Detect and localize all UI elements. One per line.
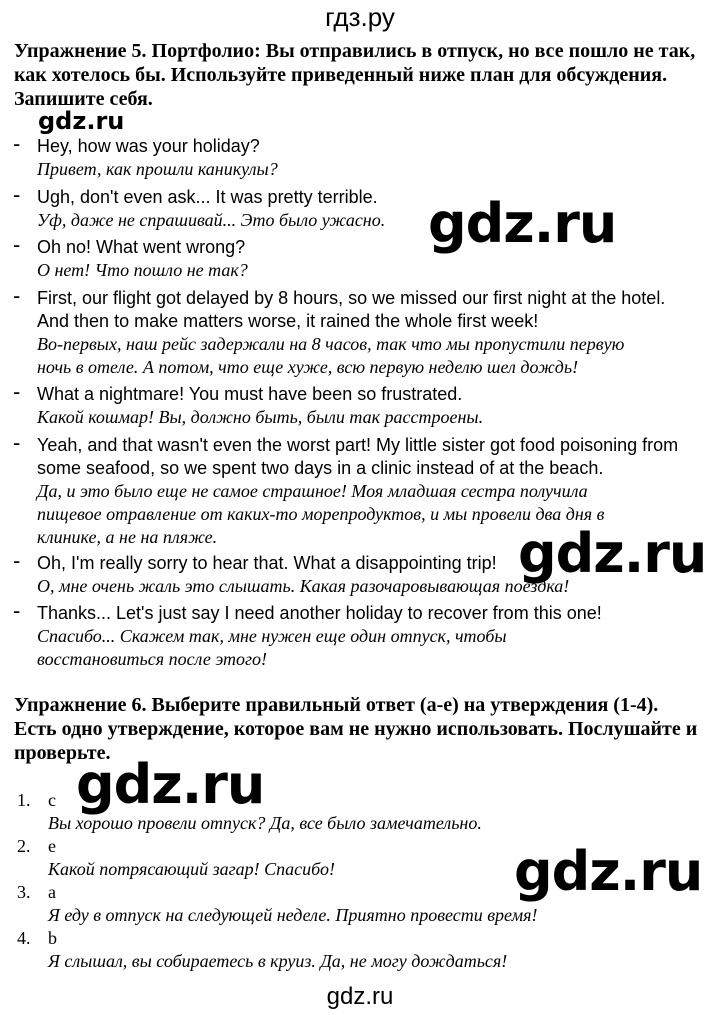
dialogue-dash: - (13, 283, 21, 308)
dialogue-ru-line: О нет! Что пошло не так? (37, 260, 248, 280)
dialogue-dash: - (13, 430, 21, 455)
dialogue-dash: - (13, 182, 21, 207)
answer-letter: c (48, 790, 56, 810)
dialogue-ru-line: О, мне очень жаль это слышать. Какая разочаровывающая поездка! (37, 576, 570, 596)
dialogue-ru-line: Уф, даже не спрашивай... Это было ужасно. (37, 210, 386, 230)
dialogue-ru-line: Да, и это было еще не самое страшное! Моя младшая сестра получила (37, 481, 588, 501)
dialogue-ru-line: пищевое отравление от каких-то морепродуктов, и мы провели два дня в (37, 504, 605, 524)
dialogue-en-line: Ugh, don't even ask... It was pretty terrible. (37, 187, 378, 207)
watermark-big: gdz.ru (76, 753, 265, 816)
answer-number: 4. (17, 928, 31, 948)
dialogue-dash: - (13, 131, 21, 156)
answer-number: 2. (17, 836, 31, 856)
answer-translation: Я еду в отпуск на следующей неделе. Приятно провести время! (48, 905, 538, 925)
exercise6-title-line2: Есть одно утверждение, которое вам не нужно использовать. Послушайте и (14, 718, 698, 740)
exercise5-title-line2: как хотелось бы. Используйте приведенный ниже план для обсуждения. (14, 64, 668, 86)
dialogue-en-line: some seafood, so we spent two days in a clinic instead of at the beach. (37, 458, 604, 478)
dialogue-en-line: Yeah, and that wasn't even the worst part! My little sister got food poisoning from (37, 435, 679, 455)
answer-letter: a (48, 882, 56, 902)
dialogue-ru-line: Во-первых, наш рейс задержали на 8 часов, так что мы пропустили первую (37, 334, 625, 354)
footer-watermark: gdz.ru (326, 983, 394, 1010)
answer-letter: b (48, 928, 57, 948)
dialogue-ru-line: клинике, а не на пляже. (37, 527, 218, 547)
dialogue-en-line: And then to make matters worse, it rained the whole first week! (37, 311, 539, 331)
dialogue-en-line: What a nightmare! You must have been so frustrated. (37, 384, 463, 404)
dialogue-dash: - (13, 598, 21, 623)
watermark-big: gdz.ru (428, 192, 617, 255)
dialogue-en-line: Thanks... Let's just say I need another holiday to recover from this one! (37, 603, 602, 623)
exercise5-title-line1: Упражнение 5. Портфолио: Вы отправились в отпуск, но все пошло не так, (14, 40, 696, 62)
dialogue-en-line: Hey, how was your holiday? (37, 136, 260, 156)
answer-translation: Какой потрясающий загар! Спасибо! (48, 859, 335, 879)
dialogue-ru-line: ночь в отеле. А потом, что еще хуже, всю первую неделю шел дождь! (37, 357, 579, 377)
answer-number: 1. (17, 790, 31, 810)
dialogue-dash: - (13, 379, 21, 404)
dialogue-ru-line: Привет, как прошли каникулы? (37, 159, 278, 179)
dialogue-ru-line: Спасибо... Скажем так, мне нужен еще один отпуск, чтобы (37, 626, 507, 646)
site-header: гдз.ру (325, 2, 395, 32)
dialogue-dash: - (13, 232, 21, 257)
watermark-small: gdz.ru (38, 107, 125, 135)
dialogue-ru-line: восстановиться после этого! (37, 649, 268, 669)
answer-translation: Я слышал, вы собираетесь в круиз. Да, не могу дождаться! (48, 951, 508, 971)
answer-translation: Вы хорошо провели отпуск? Да, все было замечательно. (48, 813, 482, 833)
answer-number: 3. (17, 882, 31, 902)
dialogue-ru-line: Какой кошмар! Вы, должно быть, были так расстроены. (37, 407, 484, 427)
answer-letter: e (48, 836, 56, 856)
dialogue-en-line: Oh no! What went wrong? (37, 237, 246, 257)
dialogue-dash: - (13, 548, 21, 573)
exercise6-title-line1: Упражнение 6. Выберите правильный ответ (a-e) на утверждения (1-4). (14, 694, 659, 716)
exercise5-title-line3: Запишите себя. (14, 88, 153, 110)
watermark-big: gdz.ru (514, 840, 703, 903)
exercise6-title-line3: проверьте. (14, 742, 111, 764)
dialogue-en-line: Oh, I'm really sorry to hear that. What a disappointing trip! (37, 553, 497, 573)
watermark-big: gdz.ru (518, 522, 707, 585)
dialogue-en-line: First, our flight got delayed by 8 hours, so we missed our first night at the hotel. (37, 288, 666, 308)
